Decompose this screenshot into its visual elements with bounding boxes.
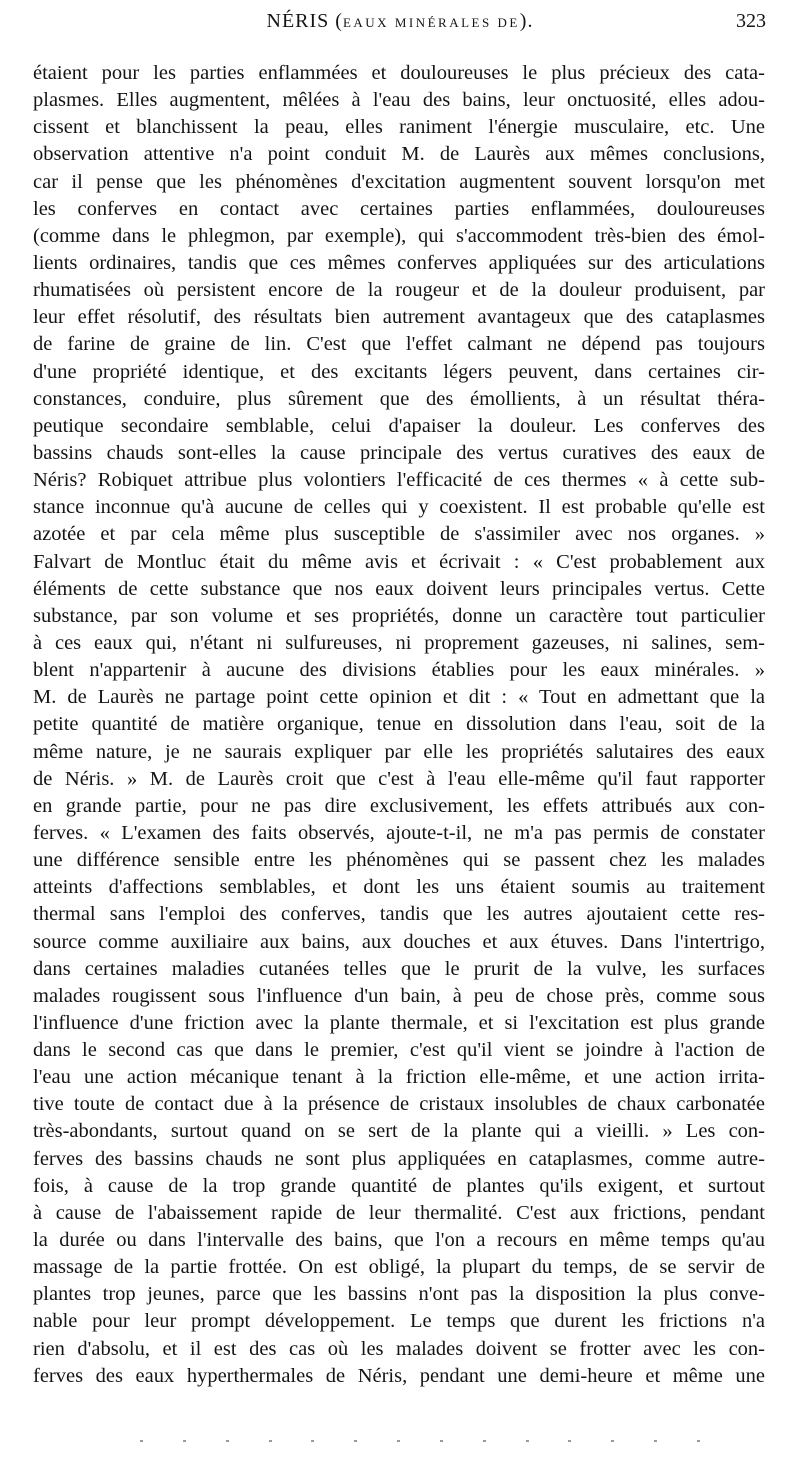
text-line: plantes trop jeunes, parce que les bassins n'ont pas la disposition la plus conve- xyxy=(33,1283,765,1306)
running-title xyxy=(34,6,766,38)
text-line: ferves. « L'examen des faits observés, ajoute-t-il, ne m'a pas permis de constater xyxy=(33,821,765,844)
running-title-main: NÉRIS ( xyxy=(266,10,343,32)
text-line: substance, par son volume et ses propriétés, donne un caractère tout particulier xyxy=(33,604,765,627)
text-line: bassins chauds sont-elles la cause principale des vertus curatives des eaux de xyxy=(33,441,765,464)
text-line: lients ordinaires, tandis que ces mêmes conferves appliquées sur des articulations xyxy=(33,251,765,274)
text-line: atteints d'affections semblables, et dont les uns étaient soumis au traitement xyxy=(33,876,765,899)
text-line: (comme dans le phlegmon, par exemple), qui s'accommodent très-bien des émol- xyxy=(33,224,765,247)
bottom-print-marks xyxy=(140,1440,700,1448)
text-line: la durée ou dans l'intervalle des bains, que l'on a recours en même temps qu'au xyxy=(33,1229,765,1252)
text-line: l'influence d'une friction avec la plante thermale, et si l'excitation est plus grande xyxy=(33,1011,765,1034)
text-line: nable pour leur prompt développement. Le temps que durent les frictions n'a xyxy=(33,1310,765,1333)
text-line: éléments de cette substance que nos eaux doivent leurs principales vertus. Cette xyxy=(33,577,765,600)
text-line: petite quantité de matière organique, tenue en dissolution dans l'eau, soit de la xyxy=(33,713,765,736)
text-line: une différence sensible entre les phénomènes qui se passent chez les malades xyxy=(33,849,765,872)
text-line: ferves des bassins chauds ne sont plus appliquées en cataplasmes, comme autre- xyxy=(33,1147,765,1170)
running-title-end: ). xyxy=(519,10,534,32)
text-line: même nature, je ne saurais expliquer par elle les propriétés salutaires des eaux xyxy=(33,740,765,763)
text-line: car il pense que les phénomènes d'excitation augmentent souvent lorsqu'on met xyxy=(33,170,765,193)
text-line: malades rougissent sous l'influence d'un bain, à peu de chose près, comme sous xyxy=(33,984,765,1007)
text-line: plasmes. Elles augmentent, mêlées à l'eau des bains, leur onctuosité, elles adou- xyxy=(33,89,765,112)
text-line: source comme auxiliaire aux bains, aux douches et aux étuves. Dans l'intertrigo, xyxy=(33,930,765,953)
running-header xyxy=(34,6,766,36)
text-line: Falvart de Montluc était du même avis et écrivait : « C'est probablement aux xyxy=(33,550,765,573)
text-line: de farine de graine de lin. C'est que l'effet calmant ne dépend pas toujours xyxy=(33,333,765,356)
text-line: étaient pour les parties enflammées et douloureuses le plus précieux des cata- xyxy=(33,62,765,84)
running-title-small-caps: EAUX MINÉRALES DE xyxy=(342,15,520,30)
text-line: les conferves en contact avec certaines parties enflammées, douloureuses xyxy=(33,197,765,220)
text-line: d'une propriété identique, et des excitants légers peuvent, dans certaines cir- xyxy=(33,360,765,383)
text-line: stance inconnue qu'à aucune de celles qui y coexistent. Il est probable qu'elle est xyxy=(33,496,765,519)
text-line: massage de la partie frottée. On est obligé, la plupart du temps, de se servir de xyxy=(33,1256,765,1279)
body-text xyxy=(33,60,765,1390)
text-line: à ces eaux qui, n'étant ni sulfureuses, ni proprement gazeuses, ni salines, sem- xyxy=(33,631,765,654)
text-line: l'eau une action mécanique tenant à la friction elle-même, et une action irrita- xyxy=(33,1066,765,1089)
text-line: Néris? Robiquet attribue plus volontiers l'efficacité de ces thermes « à cette sub- xyxy=(33,469,765,492)
text-line: leur effet résolutif, des résultats bien autrement avantageux que des cataplasmes xyxy=(33,306,765,329)
text-line: thermal sans l'emploi des conferves, tandis que les autres ajoutaient cette res- xyxy=(33,903,765,926)
text-line: de Néris. » M. de Laurès croit que c'est à l'eau elle-même qu'il faut rapporter xyxy=(33,767,765,790)
text-line: blent n'appartenir à aucune des divisions établies pour les eaux minérales. » xyxy=(33,659,765,682)
page-number: 323 xyxy=(736,10,766,32)
text-line: M. de Laurès ne partage point cette opinion et dit : « Tout en admettant que la xyxy=(33,686,765,709)
text-line: dans le second cas que dans le premier, c'est qu'il vient se joindre à l'action de xyxy=(33,1039,765,1062)
text-line: ferves des eaux hyperthermales de Néris, pendant une demi-heure et même une xyxy=(33,1364,765,1387)
text-line: constances, conduire, plus sûrement que des émollients, à un résultat théra- xyxy=(33,387,765,410)
text-line: fois, à cause de la trop grande quantité de plantes qu'ils exigent, et surtout xyxy=(33,1174,765,1197)
text-line: à cause de l'abaissement rapide de leur thermalité. C'est aux frictions, pendant xyxy=(33,1201,765,1224)
text-line: azotée et par cela même plus susceptible de s'assimiler avec nos organes. » xyxy=(33,523,765,546)
text-line: tive toute de contact due à la présence de cristaux insolubles de chaux carbonatée xyxy=(33,1093,765,1116)
text-line: cissent et blanchissent la peau, elles raniment l'énergie musculaire, etc. Une xyxy=(33,116,765,139)
text-line: très-abondants, surtout quand on se sert de la plante qui a vieilli. » Les con- xyxy=(33,1120,765,1143)
text-line: en grande partie, pour ne pas dire exclusivement, les effets attribués aux con- xyxy=(33,794,765,817)
text-line: observation attentive n'a point conduit M. de Laurès aux mêmes conclusions, xyxy=(33,143,765,166)
text-line: rhumatisées où persistent encore de la rougeur et de la douleur produisent, par xyxy=(33,279,765,302)
text-line: dans certaines maladies cutanées telles que le prurit de la vulve, les surfaces xyxy=(33,957,765,980)
text-line: peutique secondaire semblable, celui d'apaiser la douleur. Les conferves des xyxy=(33,414,765,437)
text-line: rien d'absolu, et il est des cas où les malades doivent se frotter avec les con- xyxy=(33,1337,765,1360)
